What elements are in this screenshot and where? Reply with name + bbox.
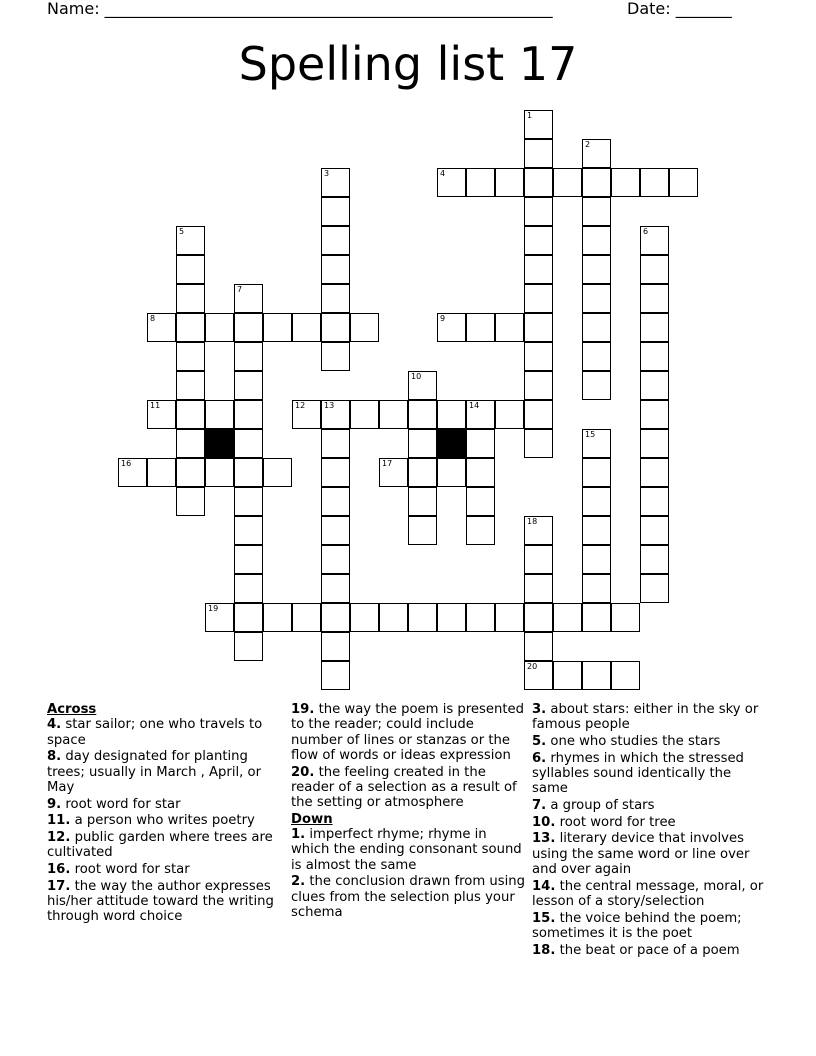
grid-cell[interactable] <box>292 603 321 632</box>
cell-number: 13 <box>324 401 335 410</box>
grid-cell[interactable] <box>176 255 205 284</box>
grid-cell[interactable] <box>176 342 205 371</box>
cell-number: 5 <box>179 227 185 236</box>
grid-cell[interactable] <box>379 400 408 429</box>
grid-cell[interactable] <box>234 632 263 661</box>
clue-across-11: 11. a person who writes poetry <box>47 813 255 829</box>
grid-cell[interactable] <box>524 342 553 371</box>
clue-across-16: 16. root word for star <box>47 861 190 877</box>
grid-cell[interactable] <box>582 603 611 632</box>
grid-cell[interactable] <box>611 661 640 690</box>
cell-number: 3 <box>324 169 330 178</box>
cell-number: 2 <box>585 140 591 149</box>
grid-cell[interactable] <box>524 226 553 255</box>
grid-cell[interactable] <box>321 284 350 313</box>
across-heading: Across <box>47 702 97 717</box>
grid-cell[interactable] <box>379 603 408 632</box>
cell-number: 12 <box>295 401 306 410</box>
grid-cell[interactable] <box>205 400 234 429</box>
grid-cell[interactable] <box>582 487 611 516</box>
grid-cell[interactable] <box>350 313 379 342</box>
cell-number: 9 <box>440 314 446 323</box>
grid-cell[interactable] <box>640 458 669 487</box>
grid-cell[interactable] <box>234 574 263 603</box>
grid-cell[interactable] <box>582 168 611 197</box>
grid-cell[interactable] <box>408 458 437 487</box>
grid-cell[interactable] <box>553 168 582 197</box>
grid-cell[interactable] <box>466 168 495 197</box>
grid-cell[interactable] <box>408 516 437 545</box>
grid-cell[interactable] <box>553 661 582 690</box>
grid-cell[interactable] <box>582 661 611 690</box>
grid-cell[interactable] <box>466 400 495 429</box>
cell-number: 11 <box>150 401 161 410</box>
grid-cell[interactable] <box>205 458 234 487</box>
grid-cell[interactable] <box>466 487 495 516</box>
clue-down-6: 6. rhymes in which the stressed syllables sound identically the same <box>532 750 744 797</box>
down-heading: Down <box>291 811 333 827</box>
grid-cell[interactable] <box>524 661 553 690</box>
grid-cell[interactable] <box>234 487 263 516</box>
grid-cell[interactable] <box>524 516 553 545</box>
grid-cell[interactable] <box>640 371 669 400</box>
clue-down-14: 14. the central message, moral, or lesson of a story/selection <box>532 878 764 909</box>
grid-cell[interactable] <box>524 139 553 168</box>
grid-cell[interactable] <box>234 284 263 313</box>
grid-cell[interactable] <box>466 603 495 632</box>
grid-cell[interactable] <box>524 632 553 661</box>
grid-cell[interactable] <box>582 313 611 342</box>
grid-cell[interactable] <box>582 255 611 284</box>
grid-cell[interactable] <box>321 516 350 545</box>
grid-cell[interactable] <box>350 603 379 632</box>
grid-cell[interactable] <box>292 400 321 429</box>
grid-cell[interactable] <box>234 342 263 371</box>
grid-cell[interactable] <box>437 400 466 429</box>
grid-cell[interactable] <box>176 371 205 400</box>
grid-cell[interactable] <box>176 487 205 516</box>
grid-cell[interactable] <box>524 168 553 197</box>
grid-cell[interactable] <box>321 632 350 661</box>
cell-number: 15 <box>585 430 596 439</box>
clue-down-10: 10. root word for tree <box>532 814 676 830</box>
grid-cell[interactable] <box>321 603 350 632</box>
grid-cell[interactable] <box>640 313 669 342</box>
grid-cell[interactable] <box>147 458 176 487</box>
clue-down-13: 13. literary device that involves using the same word or line over and over again <box>532 831 750 877</box>
grid-cell[interactable] <box>147 400 176 429</box>
grid-cell[interactable] <box>582 371 611 400</box>
grid-cell[interactable] <box>350 400 379 429</box>
grid-cell[interactable] <box>234 313 263 342</box>
grid-cell[interactable] <box>640 574 669 603</box>
grid-cell[interactable] <box>640 400 669 429</box>
cell-number: 6 <box>643 227 649 236</box>
grid-cell[interactable] <box>640 284 669 313</box>
grid-cell[interactable] <box>321 226 350 255</box>
grid-cell[interactable] <box>437 458 466 487</box>
grid-cell[interactable] <box>495 603 524 632</box>
grid-cell[interactable] <box>524 284 553 313</box>
grid-cell[interactable] <box>176 313 205 342</box>
grid-cell[interactable] <box>263 603 292 632</box>
cell-number: 14 <box>469 401 480 410</box>
grid-cell[interactable] <box>524 429 553 458</box>
grid-cell[interactable] <box>524 545 553 574</box>
grid-cell[interactable] <box>611 168 640 197</box>
clue-across-19: 19. the way the poem is presented to the reader; could include number of lines or stanzas or the flow of words or ideas expression <box>291 702 525 763</box>
clue-across-12: 12. public garden where trees are cultivated <box>47 829 273 861</box>
grid-cell[interactable] <box>640 545 669 574</box>
grid-cell[interactable] <box>408 429 437 458</box>
cell-number: 19 <box>208 604 219 613</box>
grid-cell[interactable] <box>640 429 669 458</box>
grid-cell[interactable] <box>321 661 350 690</box>
grid-cell[interactable] <box>321 168 350 197</box>
grid-cell[interactable] <box>321 342 350 371</box>
grid-cell[interactable] <box>408 400 437 429</box>
cell-number: 17 <box>382 459 393 468</box>
grid-cell[interactable] <box>524 110 553 139</box>
grid-cell[interactable] <box>234 371 263 400</box>
grid-cell[interactable] <box>553 603 582 632</box>
cell-number: 1 <box>527 111 533 120</box>
grid-cell[interactable] <box>379 458 408 487</box>
clue-down-15: 15. the voice behind the poem; sometimes it is the poet <box>532 910 742 941</box>
grid-cell[interactable] <box>582 226 611 255</box>
grid-cell[interactable] <box>466 516 495 545</box>
grid-cell[interactable] <box>234 603 263 632</box>
grid-cell[interactable] <box>234 429 263 458</box>
grid-cell[interactable] <box>640 255 669 284</box>
clues-column-2 <box>291 702 527 922</box>
grid-cell[interactable] <box>524 603 553 632</box>
grid-cell[interactable] <box>321 487 350 516</box>
grid-cell[interactable] <box>582 429 611 458</box>
black-cell <box>205 429 234 458</box>
grid-cell[interactable] <box>321 429 350 458</box>
grid-cell[interactable] <box>176 429 205 458</box>
grid-cell[interactable] <box>437 168 466 197</box>
grid-cell[interactable] <box>582 342 611 371</box>
grid-cell[interactable] <box>263 313 292 342</box>
grid-cell[interactable] <box>321 574 350 603</box>
cell-number: 4 <box>440 169 446 178</box>
name-line: Name: ________________________________________________________ <box>47 0 553 18</box>
grid-cell[interactable] <box>582 139 611 168</box>
grid-cell[interactable] <box>495 168 524 197</box>
grid-cell[interactable] <box>176 284 205 313</box>
black-cell <box>437 429 466 458</box>
grid-cell[interactable] <box>321 255 350 284</box>
clue-across-9: 9. root word for star <box>47 796 181 812</box>
grid-cell[interactable] <box>582 197 611 226</box>
grid-cell[interactable] <box>147 313 176 342</box>
grid-cell[interactable] <box>524 371 553 400</box>
clues-column-1 <box>47 702 279 926</box>
page-title: Spelling list 17 <box>238 37 578 91</box>
grid-cell[interactable] <box>321 400 350 429</box>
clue-across-8: 8. day designated for planting trees; usually in March , April, or May <box>47 749 262 795</box>
grid-cell[interactable] <box>495 400 524 429</box>
clue-down-7: 7. a group of stars <box>532 797 655 813</box>
grid-cell[interactable] <box>466 458 495 487</box>
grid-cell[interactable] <box>408 371 437 400</box>
grid-cell[interactable] <box>321 545 350 574</box>
grid-cell[interactable] <box>582 574 611 603</box>
grid-cell[interactable] <box>640 226 669 255</box>
cell-number: 7 <box>237 285 243 294</box>
grid-cell[interactable] <box>234 516 263 545</box>
grid-cell[interactable] <box>611 603 640 632</box>
grid-cell[interactable] <box>466 429 495 458</box>
cell-number: 20 <box>527 662 538 671</box>
grid-cell[interactable] <box>263 458 292 487</box>
grid-cell[interactable] <box>234 545 263 574</box>
clue-across-20: 20. the feeling created in the reader of a selection as a result of the setting or atmosphere <box>291 764 517 811</box>
clues-column-3 <box>532 702 764 959</box>
grid-cell[interactable] <box>640 487 669 516</box>
grid-cell[interactable] <box>524 197 553 226</box>
grid-cell[interactable] <box>321 313 350 342</box>
cell-number: 18 <box>527 517 538 526</box>
grid-cell[interactable] <box>234 458 263 487</box>
grid-cell[interactable] <box>176 226 205 255</box>
grid-cell[interactable] <box>669 168 698 197</box>
grid-cell[interactable] <box>640 168 669 197</box>
grid-cell[interactable] <box>437 313 466 342</box>
grid-cell[interactable] <box>176 458 205 487</box>
grid-cell[interactable] <box>582 516 611 545</box>
grid-cell[interactable] <box>118 458 147 487</box>
grid-cell[interactable] <box>437 603 466 632</box>
grid-cell[interactable] <box>524 255 553 284</box>
grid-cell[interactable] <box>292 313 321 342</box>
cell-number: 16 <box>121 459 132 468</box>
grid-cell[interactable] <box>408 603 437 632</box>
grid-cell[interactable] <box>582 284 611 313</box>
clue-down-1: 1. imperfect rhyme; rhyme in which the ending consonant sound is almost the same <box>291 827 522 873</box>
grid-cell[interactable] <box>495 313 524 342</box>
grid-cell[interactable] <box>524 313 553 342</box>
grid-cell[interactable] <box>524 574 553 603</box>
grid-cell[interactable] <box>640 342 669 371</box>
clue-down-18: 18. the beat or pace of a poem <box>532 942 740 958</box>
clue-down-3: 3. about stars: either in the sky or famous people <box>532 702 759 733</box>
grid-cell[interactable] <box>408 487 437 516</box>
clue-down-2: 2. the conclusion drawn from using clues from the selection plus your schema <box>291 874 526 921</box>
cell-number: 10 <box>411 372 422 381</box>
grid-cell[interactable] <box>466 313 495 342</box>
cell-number: 8 <box>150 314 156 323</box>
clue-across-17: 17. the way the author expresses his/her attitude toward the writing through word choice <box>47 878 274 925</box>
grid-cell[interactable] <box>176 400 205 429</box>
grid-cell[interactable] <box>205 313 234 342</box>
clue-down-5: 5. one who studies the stars <box>532 733 721 749</box>
grid-cell[interactable] <box>321 458 350 487</box>
grid-cell[interactable] <box>234 400 263 429</box>
grid-cell[interactable] <box>524 400 553 429</box>
grid-cell[interactable] <box>205 603 234 632</box>
grid-cell[interactable] <box>582 458 611 487</box>
date-line: Date: _______ <box>627 0 732 18</box>
grid-cell[interactable] <box>582 545 611 574</box>
grid-cell[interactable] <box>640 516 669 545</box>
grid-cell[interactable] <box>321 197 350 226</box>
clue-across-4: 4. star sailor; one who travels to space <box>47 717 263 748</box>
